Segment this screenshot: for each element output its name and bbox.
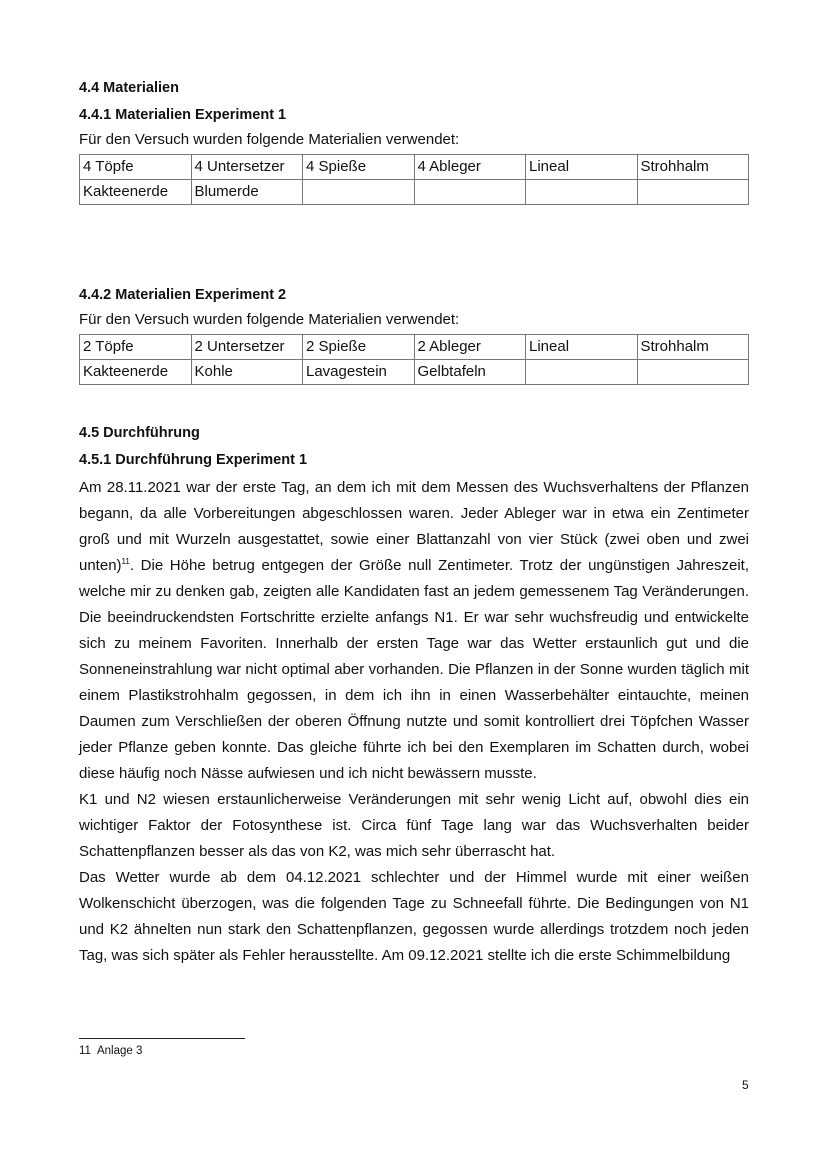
table-cell: Strohhalm xyxy=(637,335,749,360)
table-row xyxy=(80,155,749,180)
table-cell xyxy=(414,180,526,205)
paragraph-1 xyxy=(79,475,749,787)
table-cell: 4 Töpfe xyxy=(80,155,192,180)
table-cell: 2 Ableger xyxy=(414,335,526,360)
table-cell xyxy=(303,180,415,205)
heading-4-5-1: 4.5.1 Durchführung Experiment 1 xyxy=(79,452,308,468)
table-cell xyxy=(637,360,749,385)
page-number: 5 xyxy=(742,1078,749,1092)
heading-4-4-1: 4.4.1 Materialien Experiment 1 xyxy=(79,107,287,123)
table-cell: 4 Ableger xyxy=(414,155,526,180)
footnote-reference[interactable]: 11 xyxy=(121,557,130,566)
footnote xyxy=(79,1045,142,1057)
table-cell xyxy=(526,360,638,385)
table-cell: Kohle xyxy=(191,360,303,385)
table-cell: Kakteenerde xyxy=(80,180,192,205)
table-cell: Strohhalm xyxy=(637,155,749,180)
paragraph-3: Das Wetter wurde ab dem 04.12.2021 schlechter und der Himmel wurde mit einer weißen Wolkenschicht überzogen, was die folgenden Tage zu Schneefall führte. Die Bedingungen von N1 und K2 ähnelten nun stark den Schattenpflanzen, gegossen wurde allerdings trotzdem noch jeden Tag, was sich später als Fehler herausstellte. Am 09.12.2021 stellte ich die erste Schimmelbildung xyxy=(79,869,749,964)
intro-experiment-2: Für den Versuch wurden folgende Materialien verwendet: xyxy=(79,311,460,328)
table-cell: Blumerde xyxy=(191,180,303,205)
paragraph-2: K1 und N2 wiesen erstaunlicherweise Veränderungen mit sehr wenig Licht auf, obwohl dies ein wichtiger Faktor der Fotosynthese ist. Circa fünf Tage lang war das Wuchsverhalten beider Schattenpflanzen besser als das von K2, was mich sehr überrascht hat. xyxy=(79,791,749,860)
heading-4-4: 4.4 Materialien xyxy=(79,80,179,96)
materials-table-1 xyxy=(79,154,749,205)
table-cell: 4 Spieße xyxy=(303,155,415,180)
table-cell: Gelbtafeln xyxy=(414,360,526,385)
table-row xyxy=(80,180,749,205)
table-cell xyxy=(526,180,638,205)
page-content xyxy=(79,78,749,969)
footnote-number: 11 xyxy=(79,1045,91,1057)
table-cell: Lavagestein xyxy=(303,360,415,385)
table-cell xyxy=(637,180,749,205)
table-row xyxy=(80,335,749,360)
table-cell: Lineal xyxy=(526,155,638,180)
intro-experiment-1: Für den Versuch wurden folgende Materialien verwendet: xyxy=(79,131,460,148)
footnote-text: Anlage 3 xyxy=(96,1045,143,1057)
table-cell: Kakteenerde xyxy=(80,360,192,385)
table-cell: 2 Untersetzer xyxy=(191,335,303,360)
spacer xyxy=(79,205,749,285)
heading-4-5: 4.5 Durchführung xyxy=(79,425,200,441)
footnote-divider xyxy=(79,1038,245,1039)
paragraph-1-text: Am 28.11.2021 war der erste Tag, an dem ich mit dem Messen des Wuchsverhaltens der Pflanzen begann, da alle Vorbereitungen abgeschlossen waren. Jeder Ableger war in etwa ein Zentimeter groß und mit Wurzeln ausgestattet, sowie einer Blattanzahl von vier Stück (zwei oben und zwei unten) xyxy=(79,479,749,574)
table-cell: 2 Töpfe xyxy=(80,335,192,360)
heading-4-4-2: 4.4.2 Materialien Experiment 2 xyxy=(79,287,287,303)
table-cell: Lineal xyxy=(526,335,638,360)
spacer xyxy=(79,385,749,423)
table-cell: 4 Untersetzer xyxy=(191,155,303,180)
paragraph-1-continued: . Die Höhe betrug entgegen der Größe null Zentimeter. Trotz der ungünstigen Jahreszeit, welche mir zu denken gab, zeigten alle Kandidaten fast an jedem gemessenem Tag Veränderungen. Die beeindruckendsten Fortschritte erzielte anfangs N1. Er war sehr wuchsfreudig und entwickelte sich zu meinem Favoriten. Innerhalb der ersten Tage war das Wetter erstaunlich gut und die Sonneneinstrahlung war nicht optimal aber vorhanden. Die Pflanzen in der Sonne wurden täglich mit einem Plastikstrohhalm gegossen, in dem ich ihn in einen Wasserbehälter eintauchte, meinen Daumen zum Verschließen der oberen Öffnung nutzte und somit kontrolliert drei Töpfchen Wasser jeder Pflanze geben konnte. Das gleiche führte ich bei den Exemplaren im Schatten durch, wobei diese häufig noch Nässe aufwiesen und ich nicht bewässern musste. xyxy=(79,557,749,782)
table-row xyxy=(80,360,749,385)
materials-table-2 xyxy=(79,334,749,385)
table-cell: 2 Spieße xyxy=(303,335,415,360)
